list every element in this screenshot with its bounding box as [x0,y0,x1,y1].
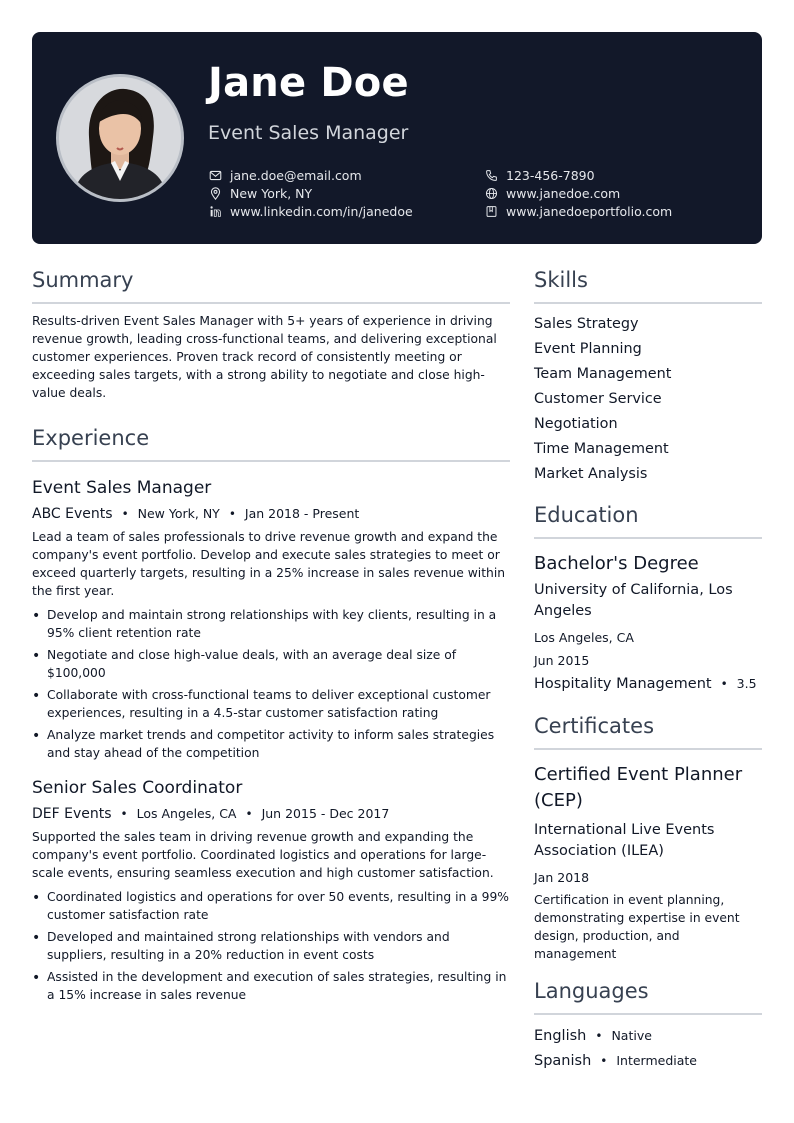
job-title: Event Sales Manager [32,478,212,498]
summary-heading: Summary [32,268,510,304]
certificate-description: Certification in event planning, demonstrating expertise in event design, production, and management [534,893,740,961]
resume-header [32,32,762,244]
job-description: Lead a team of sales professionals to drive revenue growth and expand the company's event portfolio. Develop and execute sales strategies to meet or exceed quarterly targets, resulting in a 25% increase in sales revenue within the first year. [32,530,506,598]
envelope-icon [208,168,222,182]
contact-phone[interactable] [484,166,672,184]
languages-list [534,1023,762,1073]
language-level: Intermediate [616,1053,697,1068]
bullet-item: • Negotiate and close high-value deals, with an average deal size of $100,000 [32,646,510,682]
separator-dot: • [245,807,253,821]
job-location: Los Angeles, CA [136,806,237,821]
certificate-date: Jan 2018 [534,870,590,885]
skills-section [534,268,762,487]
job-location: New York, NY [137,506,220,521]
job-description: Supported the sales team in driving revenue growth and expanding the company's event portfolio. Coordinated logistics and operations for large-scale events, ensuring seamless execution and high customer satisfaction. [32,830,494,880]
job-bullets [32,606,510,762]
contact-portfolio[interactable] [484,202,672,220]
contact-email[interactable] [208,166,413,184]
certificates-section [534,714,762,963]
job-company: DEF Events [32,806,112,822]
linkedin-text[interactable]: www.linkedin.com/in/janedoe [230,203,413,219]
bullet-item: • Collaborate with cross-functional teams to deliver exceptional customer experiences, resulting in a 4.5-star customer satisfaction rating [32,686,510,722]
language-level: Native [611,1028,652,1043]
contact-website[interactable] [484,184,672,202]
job-dates: Jan 2018 - Present [244,506,360,521]
job-bullets [32,888,510,1004]
experience-section [32,426,510,1004]
candidate-title: Event Sales Manager [208,122,409,144]
education-location: Los Angeles, CA [534,630,634,645]
contact-location [208,184,413,202]
location-pin-icon [208,186,222,200]
language-item [534,1023,762,1048]
email-text[interactable]: jane.doe@email.com [230,167,362,183]
website-text[interactable]: www.janedoe.com [506,185,621,201]
job-entry [32,778,510,1004]
linkedin-icon [208,204,222,218]
job-meta [32,506,510,522]
separator-dot: • [595,1029,603,1043]
languages-heading: Languages [534,979,762,1015]
globe-icon [484,186,498,200]
education-school: University of California, Los Angeles [534,582,733,619]
bullet-item: • Coordinated logistics and operations for over 50 events, resulting in a 99% customer satisfaction rate [32,888,510,924]
education-field: Hospitality Management [534,676,712,692]
portfolio-text[interactable]: www.janedoeportfolio.com [506,203,673,219]
job-title: Senior Sales Coordinator [32,778,243,798]
side-column [534,268,762,1073]
language-item [534,1048,762,1073]
education-heading: Education [534,503,762,539]
skill-item: Event Planning [534,341,642,357]
language-name: English [534,1028,587,1044]
experience-heading: Experience [32,426,510,462]
job-meta [32,806,510,822]
skill-item: Sales Strategy [534,316,639,332]
skills-list [534,312,762,487]
bullet-item: • Assisted in the development and execution of sales strategies, resulting in a 15% increase in sales revenue [32,968,510,1004]
profile-photo [56,74,184,202]
separator-dot: • [720,677,728,691]
summary-text: Results-driven Event Sales Manager with 5+ years of experience in driving revenue growth, leading cross-functional teams, and delivering exceptional customer experiences. Proven track record of consistently meeting or exceeding sales targets, with a strong ability to negotiate and close high-value deals. [32,314,497,400]
candidate-name: Jane Doe [208,60,409,106]
phone-icon [484,168,498,182]
summary-section [32,268,510,402]
separator-dot: • [121,507,129,521]
separator-dot: • [120,807,128,821]
skill-item: Time Management [534,441,669,457]
location-text: New York, NY [230,185,313,201]
contact-column-right [484,166,672,220]
certificate-name: Certified Event Planner (CEP) [534,764,743,811]
separator-dot: • [228,507,236,521]
skill-item: Team Management [534,366,672,382]
education-section [534,503,762,692]
education-gpa: 3.5 [736,676,757,691]
bullet-item: • Analyze market trends and competitor activity to inform sales strategies and stay ahead of the competition [32,726,510,762]
skills-heading: Skills [534,268,762,304]
education-degree: Bachelor's Degree [534,553,699,574]
bullet-item: • Develop and maintain strong relationships with key clients, resulting in a 95% client retention rate [32,606,510,642]
job-entry [32,478,510,762]
languages-section [534,979,762,1073]
skill-item: Market Analysis [534,466,648,482]
skill-item: Negotiation [534,416,618,432]
job-company: ABC Events [32,506,113,522]
skill-item: Customer Service [534,391,662,407]
certificate-issuer: International Live Events Association (ILEA) [534,822,715,859]
contact-column-left [208,166,413,220]
education-date: Jun 2015 [534,653,590,668]
contact-linkedin[interactable] [208,202,413,220]
bookmark-icon [484,204,498,218]
main-column [32,268,510,1008]
certificates-heading: Certificates [534,714,762,750]
bullet-item: • Developed and maintained strong relationships with vendors and suppliers, resulting in a 20% reduction in event costs [32,928,510,964]
language-name: Spanish [534,1053,592,1069]
job-dates: Jun 2015 - Dec 2017 [261,806,390,821]
separator-dot: • [600,1054,608,1068]
phone-text[interactable]: 123-456-7890 [506,167,595,183]
education-field-row [534,676,762,692]
